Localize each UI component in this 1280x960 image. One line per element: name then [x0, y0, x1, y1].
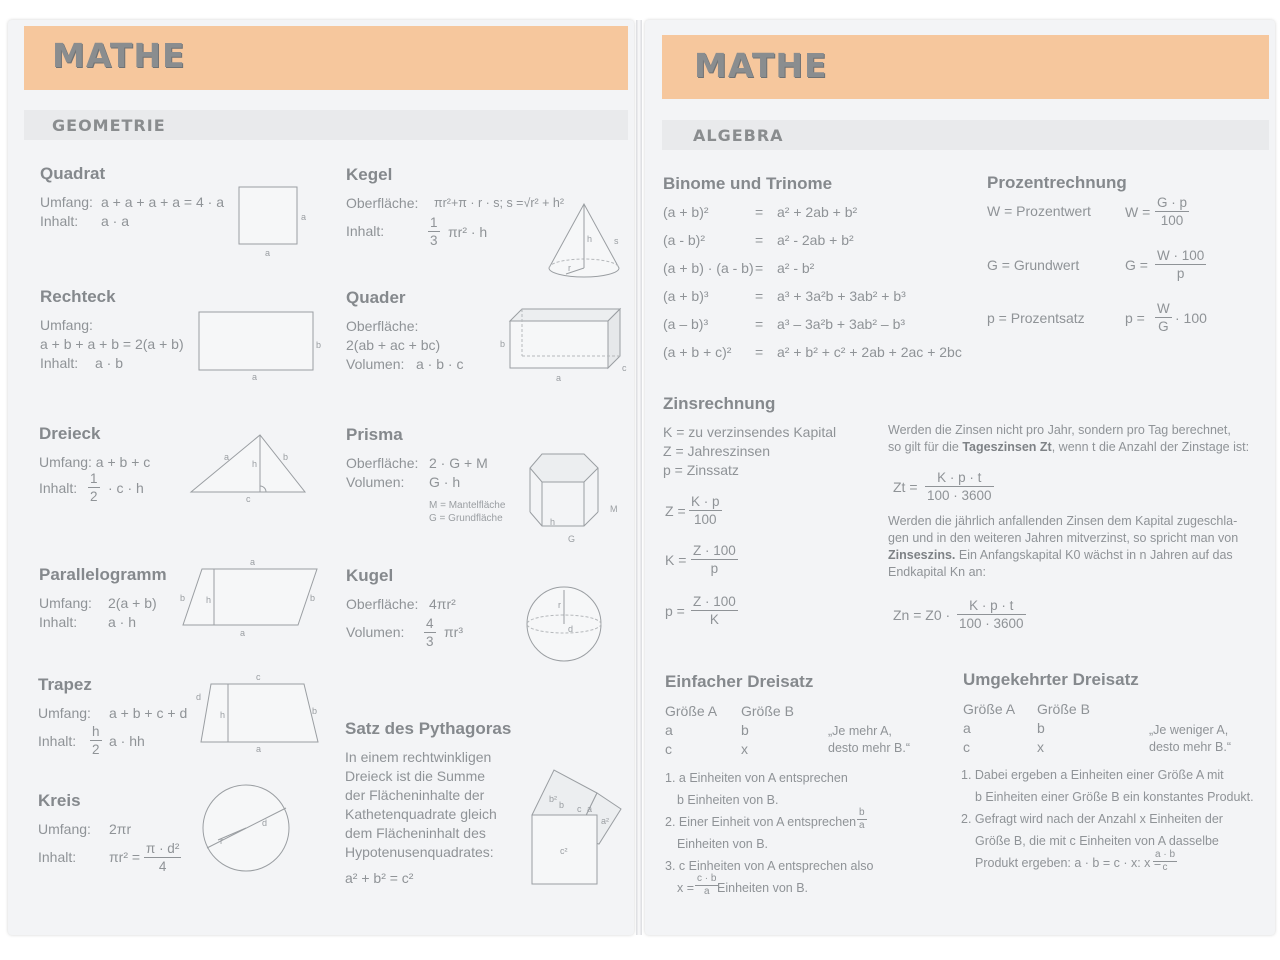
einfach-cell: c: [665, 741, 672, 757]
prozent-p-fraction: $\frac{W}{G}$: [1157, 301, 1170, 334]
umgekehrt-step: 2. Gefragt wird nach der Anzahl x Einheiten der: [961, 812, 1223, 826]
kegel-fraction: $\frac{1}{3}$: [430, 215, 438, 248]
zins-p-fraction: $\frac{Z \cdot 100}{K}$: [693, 594, 736, 627]
prozent-title: Prozentrechnung: [987, 173, 1127, 192]
svg-text:d: d: [568, 624, 574, 634]
svg-text:a: a: [587, 804, 593, 814]
pythagoras-line: dem Flächeninhalt des: [345, 825, 486, 841]
svg-text:a: a: [250, 557, 256, 567]
einfach-col-b: Größe B: [741, 703, 794, 719]
triangle-figure: [188, 430, 313, 510]
kugel-title: Kugel: [346, 566, 394, 585]
umgekehrt-col-b: Größe B: [1037, 701, 1090, 717]
einfach-cell: x: [741, 741, 748, 757]
quader-volumen-label: Volumen:: [346, 356, 405, 372]
umgekehrt-cell: c: [963, 739, 970, 755]
umgekehrt-step: 1. Dabei ergeben a Einheiten einer Größe A mit: [961, 768, 1224, 782]
svg-text:h: h: [206, 595, 212, 605]
kugel-fraction: $\frac{4}{3}$: [426, 616, 434, 649]
parallelogramm-umfang-label: Umfang:: [39, 595, 92, 611]
kugel-oberflaeche-value: 4πr²: [429, 596, 456, 612]
zinseszins-text: Werden die jährlich anfallenden Zinsen dem Kapital zugeschla-: [888, 514, 1238, 528]
quader-title: Quader: [346, 288, 406, 307]
kegel-title: Kegel: [346, 165, 393, 184]
zins-zt-fraction: $\frac{K \cdot p \cdot t}{100 \cdot 3600}$: [927, 470, 992, 503]
pythagoras-formula: a² + b² = c²: [345, 870, 414, 886]
svg-text:h: h: [550, 517, 556, 527]
right-page: [645, 20, 1275, 935]
svg-text:b: b: [316, 340, 322, 350]
left-page: [8, 20, 634, 935]
binome-rhs: a² + 2ab + b²: [777, 204, 858, 220]
parallelogramm-inhalt-label: Inhalt:: [39, 614, 78, 630]
svg-text:c: c: [256, 672, 261, 682]
quadrat-umfang-value: a + a + a + a = 4 · a: [101, 194, 224, 210]
quadrat-umfang-label: Umfang:: [40, 194, 93, 210]
binome-lhs: (a + b)³: [663, 288, 709, 304]
zins-title: Zinsrechnung: [663, 394, 776, 413]
einfach-step: 2. Einer Einheit von A entsprechen: [665, 815, 857, 829]
kugel-volumen-value: πr³: [444, 624, 463, 640]
cuboid-figure: [498, 305, 628, 385]
umgekehrt-quote: desto mehr B.“: [1149, 740, 1231, 754]
svg-text:a²: a²: [601, 816, 610, 826]
zinseszins-text: gen und in den weiteren Jahren mitverzinst, so spricht man von: [888, 531, 1239, 545]
book-spine: [636, 20, 642, 935]
einfach-col-a: Größe A: [665, 703, 718, 719]
section-title: ALGEBRA: [693, 126, 784, 145]
page-title: MATHE: [52, 36, 186, 75]
binome-rhs: a³ + 3a²b + 3ab² + b³: [777, 288, 906, 304]
svg-text:r: r: [558, 600, 561, 610]
svg-text:d: d: [196, 692, 202, 702]
binome-rhs: a² + b² + c² + 2ab + 2ac + 2bc: [777, 344, 962, 360]
einfach-cell: b: [741, 722, 749, 738]
kreis-inhalt-label: Inhalt:: [38, 849, 77, 865]
svg-text:s: s: [614, 236, 619, 246]
zins-zn-lhs: Zn = Z0 ·: [893, 607, 951, 623]
prism-figure: [528, 450, 618, 544]
einfach-step: Einheiten von B.: [717, 881, 809, 895]
svg-text:c²: c²: [560, 846, 568, 856]
square-bottom-label: a: [265, 248, 271, 258]
svg-text:r: r: [568, 263, 571, 273]
trapez-fraction: $\frac{h}{2}$: [92, 724, 100, 757]
quadrat-title: Quadrat: [40, 164, 106, 183]
rechteck-umfang-value: a + b + a + b = 2(a + b): [40, 336, 184, 352]
prisma-note-g: G = Grundfläche: [429, 513, 503, 524]
einfach-title: Einfacher Dreisatz: [665, 672, 814, 691]
kegel-oberflaeche-label: Oberfläche:: [346, 195, 419, 211]
umgekehrt-fraction: $\frac{a \cdot b}{c}$: [1155, 849, 1176, 873]
binome-lhs: (a – b)³: [663, 316, 709, 332]
trapez-title: Trapez: [38, 675, 92, 694]
quadrat-inhalt-value: a · a: [101, 213, 130, 229]
prozent-p-tail: · 100: [1175, 310, 1207, 326]
svg-text:c: c: [622, 363, 627, 373]
svg-text:h: h: [220, 710, 226, 720]
einfach-s3-fraction: $\frac{c \cdot b}{a}$: [697, 873, 717, 897]
kreis-umfang-value: 2πr: [109, 821, 132, 837]
zins-tag-text-2: so gilt für die Tageszinsen Zt, wenn t die Anzahl der Zinstage ist:: [888, 440, 1250, 454]
rechteck-inhalt-value: a · b: [95, 355, 124, 371]
einfach-quote: desto mehr B.“: [828, 741, 910, 755]
dreieck-fraction: $\frac{1}{2}$: [90, 471, 98, 504]
svg-text:b: b: [180, 593, 186, 603]
zins-z-fraction: $\frac{K \cdot p}{100}$: [691, 494, 720, 527]
prisma-oberflaeche-label: Oberfläche:: [346, 455, 419, 471]
kugel-oberflaeche-label: Oberfläche:: [346, 596, 419, 612]
header-banner: [24, 26, 628, 90]
prisma-note-m: M = Mantelfläche: [429, 500, 506, 511]
prozent-g-lhs: G =: [1125, 257, 1148, 273]
umgekehrt-step: b Einheiten einer Größe B ein konstantes Produkt.: [975, 790, 1254, 804]
parallelogramm-title: Parallelogramm: [39, 565, 167, 584]
trapez-inhalt-label: Inhalt:: [38, 733, 77, 749]
binome-rhs: a³ – 3a²b + 3ab² – b³: [777, 316, 906, 332]
pythagoras-figure: [503, 742, 633, 892]
binome-eq: =: [755, 260, 764, 276]
cone-figure: [544, 200, 624, 280]
einfach-step-x: x =: [677, 881, 695, 895]
kugel-volumen-label: Volumen:: [346, 624, 405, 640]
svg-text:c: c: [577, 804, 582, 814]
square-figure: [233, 185, 313, 260]
binome-eq: =: [755, 204, 764, 220]
rechteck-title: Rechteck: [40, 287, 116, 306]
einfach-step: Einheiten von B.: [677, 837, 769, 851]
umgekehrt-cell: b: [1037, 720, 1045, 736]
binome-title: Binome und Trinome: [663, 174, 833, 193]
zins-def: K = zu verzinsendes Kapital: [663, 424, 837, 440]
section-bar: [662, 120, 1269, 150]
prozent-g-fraction: $\frac{W \cdot 100}{p}$: [1157, 248, 1205, 281]
binome-rhs: a² - b²: [777, 260, 815, 276]
binome-lhs: (a - b)²: [663, 232, 705, 248]
quadrat-inhalt-label: Inhalt:: [40, 213, 79, 229]
svg-text:b²: b²: [549, 794, 558, 804]
umgekehrt-cell: a: [963, 720, 971, 736]
prozent-p-lhs: p =: [1125, 310, 1145, 326]
rechteck-inhalt-label: Inhalt:: [40, 355, 79, 371]
parallelogram-figure: [180, 555, 325, 640]
pythagoras-title: Satz des Pythagoras: [345, 719, 512, 738]
trapez-umfang-label: Umfang:: [38, 705, 91, 721]
kreis-fraction: $\frac{\text{π · d²}}{4}$: [146, 841, 180, 874]
kreis-umfang-label: Umfang:: [38, 821, 91, 837]
einfach-cell: a: [665, 722, 673, 738]
zins-k-fraction: $\frac{Z \cdot 100}{p}$: [693, 543, 736, 576]
kreis-inhalt-value: πr² =: [109, 849, 141, 865]
quader-oberflaeche-label: Oberfläche:: [346, 318, 419, 334]
zins-def: Z = Jahreszinsen: [663, 443, 770, 459]
umgekehrt-step: Größe B, die mit c Einheiten von A dasselbe: [975, 834, 1219, 848]
svg-text:h: h: [252, 459, 258, 469]
trapez-inhalt-value: a · hh: [109, 733, 145, 749]
binome-eq: =: [755, 288, 764, 304]
circle-figure: [200, 782, 295, 877]
prisma-oberflaeche-value: 2 · G + M: [429, 455, 488, 471]
svg-text:d: d: [262, 818, 268, 828]
einfach-s2-fraction: $\frac{b}{a}$: [859, 807, 865, 831]
einfach-step: b Einheiten von B.: [677, 793, 779, 807]
umgekehrt-col-a: Größe A: [963, 701, 1016, 717]
svg-text:a: a: [556, 373, 562, 383]
kegel-oberflaeche-value: πr²+π · r · s; s =√r² + h²: [434, 196, 565, 210]
trapezoid-figure: [196, 670, 326, 760]
svg-text:M: M: [610, 504, 618, 514]
quader-volumen-value: a · b · c: [416, 356, 464, 372]
section-bar: [24, 110, 628, 140]
binome-eq: =: [755, 232, 764, 248]
zins-z-lhs: Z =: [665, 503, 686, 519]
prisma-title: Prisma: [346, 425, 403, 444]
svg-text:b: b: [283, 452, 289, 462]
svg-text:b: b: [559, 800, 565, 810]
prozent-w-def: W = Prozentwert: [987, 203, 1091, 219]
zins-zt-lhs: Zt =: [893, 479, 918, 495]
svg-text:b: b: [500, 339, 506, 349]
zinseszins-text: Zinseszins. Ein Anfangskapital K0 wächst in n Jahren auf das: [888, 548, 1233, 562]
zins-k-lhs: K =: [665, 552, 687, 568]
svg-text:b: b: [312, 706, 318, 716]
kegel-inhalt-label: Inhalt:: [346, 223, 385, 239]
prisma-volumen-label: Volumen:: [346, 474, 405, 490]
svg-text:r: r: [220, 836, 223, 846]
quader-oberflaeche-value: 2(ab + ac + bc): [346, 337, 441, 353]
parallelogramm-umfang-value: 2(a + b): [108, 595, 157, 611]
einfach-quote: „Je mehr A,: [828, 724, 892, 738]
prozent-g-def: G = Grundwert: [987, 257, 1080, 273]
svg-text:a: a: [256, 744, 262, 754]
rechteck-umfang-label: Umfang:: [40, 317, 93, 333]
umgekehrt-title: Umgekehrter Dreisatz: [963, 670, 1139, 689]
svg-text:b: b: [310, 593, 316, 603]
einfach-step: 1. a Einheiten von A entsprechen: [665, 771, 848, 785]
pythagoras-line: Dreieck ist die Summe: [345, 768, 486, 784]
svg-text:h: h: [587, 234, 593, 244]
sphere-figure: [524, 586, 604, 666]
binome-lhs: (a + b)²: [663, 204, 709, 220]
rectangle-figure: [196, 310, 326, 385]
zins-p-lhs: p =: [665, 603, 685, 619]
svg-text:G: G: [568, 534, 576, 544]
page-title: MATHE: [694, 46, 828, 85]
umgekehrt-step: Produkt ergeben: a · b = c · x: x =: [975, 856, 1162, 870]
dreieck-umfang: Umfang: a + b + c: [39, 454, 151, 470]
binome-lhs: (a + b + c)²: [663, 344, 732, 360]
zins-tag-text: Werden die Zinsen nicht pro Jahr, sondern pro Tag berechnet,: [888, 423, 1231, 437]
svg-text:a: a: [224, 452, 230, 462]
dreieck-title: Dreieck: [39, 424, 101, 443]
prisma-volumen-value: G · h: [429, 474, 461, 490]
square-side-label: a: [301, 212, 307, 222]
svg-text:c: c: [246, 494, 251, 504]
zinseszins-text: Endkapital Kn an:: [888, 565, 986, 579]
einfach-step: 3. c Einheiten von A entsprechen also: [665, 859, 874, 873]
parallelogramm-inhalt-value: a · h: [108, 614, 137, 630]
pythagoras-line: Hypotenusenquadrates:: [345, 844, 494, 860]
prozent-p-def: p = Prozentsatz: [987, 310, 1085, 326]
binome-rhs: a² - 2ab + b²: [777, 232, 854, 248]
trapez-umfang-value: a + b + c + d: [109, 705, 188, 721]
pythagoras-line: der Flächeninhalte der: [345, 787, 485, 803]
kegel-inhalt-value: πr² · h: [448, 224, 488, 240]
binome-lhs: (a + b) · (a - b): [663, 260, 754, 276]
binome-eq: =: [755, 316, 764, 332]
dreieck-inhalt-label: Inhalt:: [39, 480, 78, 496]
kreis-title: Kreis: [38, 791, 81, 810]
prozent-w-lhs: W =: [1125, 204, 1151, 220]
pythagoras-line: In einem rechtwinkligen: [345, 749, 492, 765]
zins-zn-fraction: $\frac{K \cdot p \cdot t}{100 \cdot 3600}$: [959, 598, 1024, 631]
header-banner: [662, 35, 1269, 99]
umgekehrt-quote: „Je weniger A,: [1149, 723, 1229, 737]
binome-eq: =: [755, 344, 764, 360]
pythagoras-line: Kathetenquadrate gleich: [345, 806, 497, 822]
dreieck-inhalt-value: · c · h: [108, 480, 144, 496]
section-title: GEOMETRIE: [52, 116, 166, 135]
prozent-w-fraction: $\frac{G \cdot p}{100}$: [1157, 195, 1188, 228]
svg-text:a: a: [252, 372, 258, 382]
svg-text:a: a: [240, 628, 246, 638]
zins-def: p = Zinssatz: [663, 462, 739, 478]
umgekehrt-cell: x: [1037, 739, 1044, 755]
